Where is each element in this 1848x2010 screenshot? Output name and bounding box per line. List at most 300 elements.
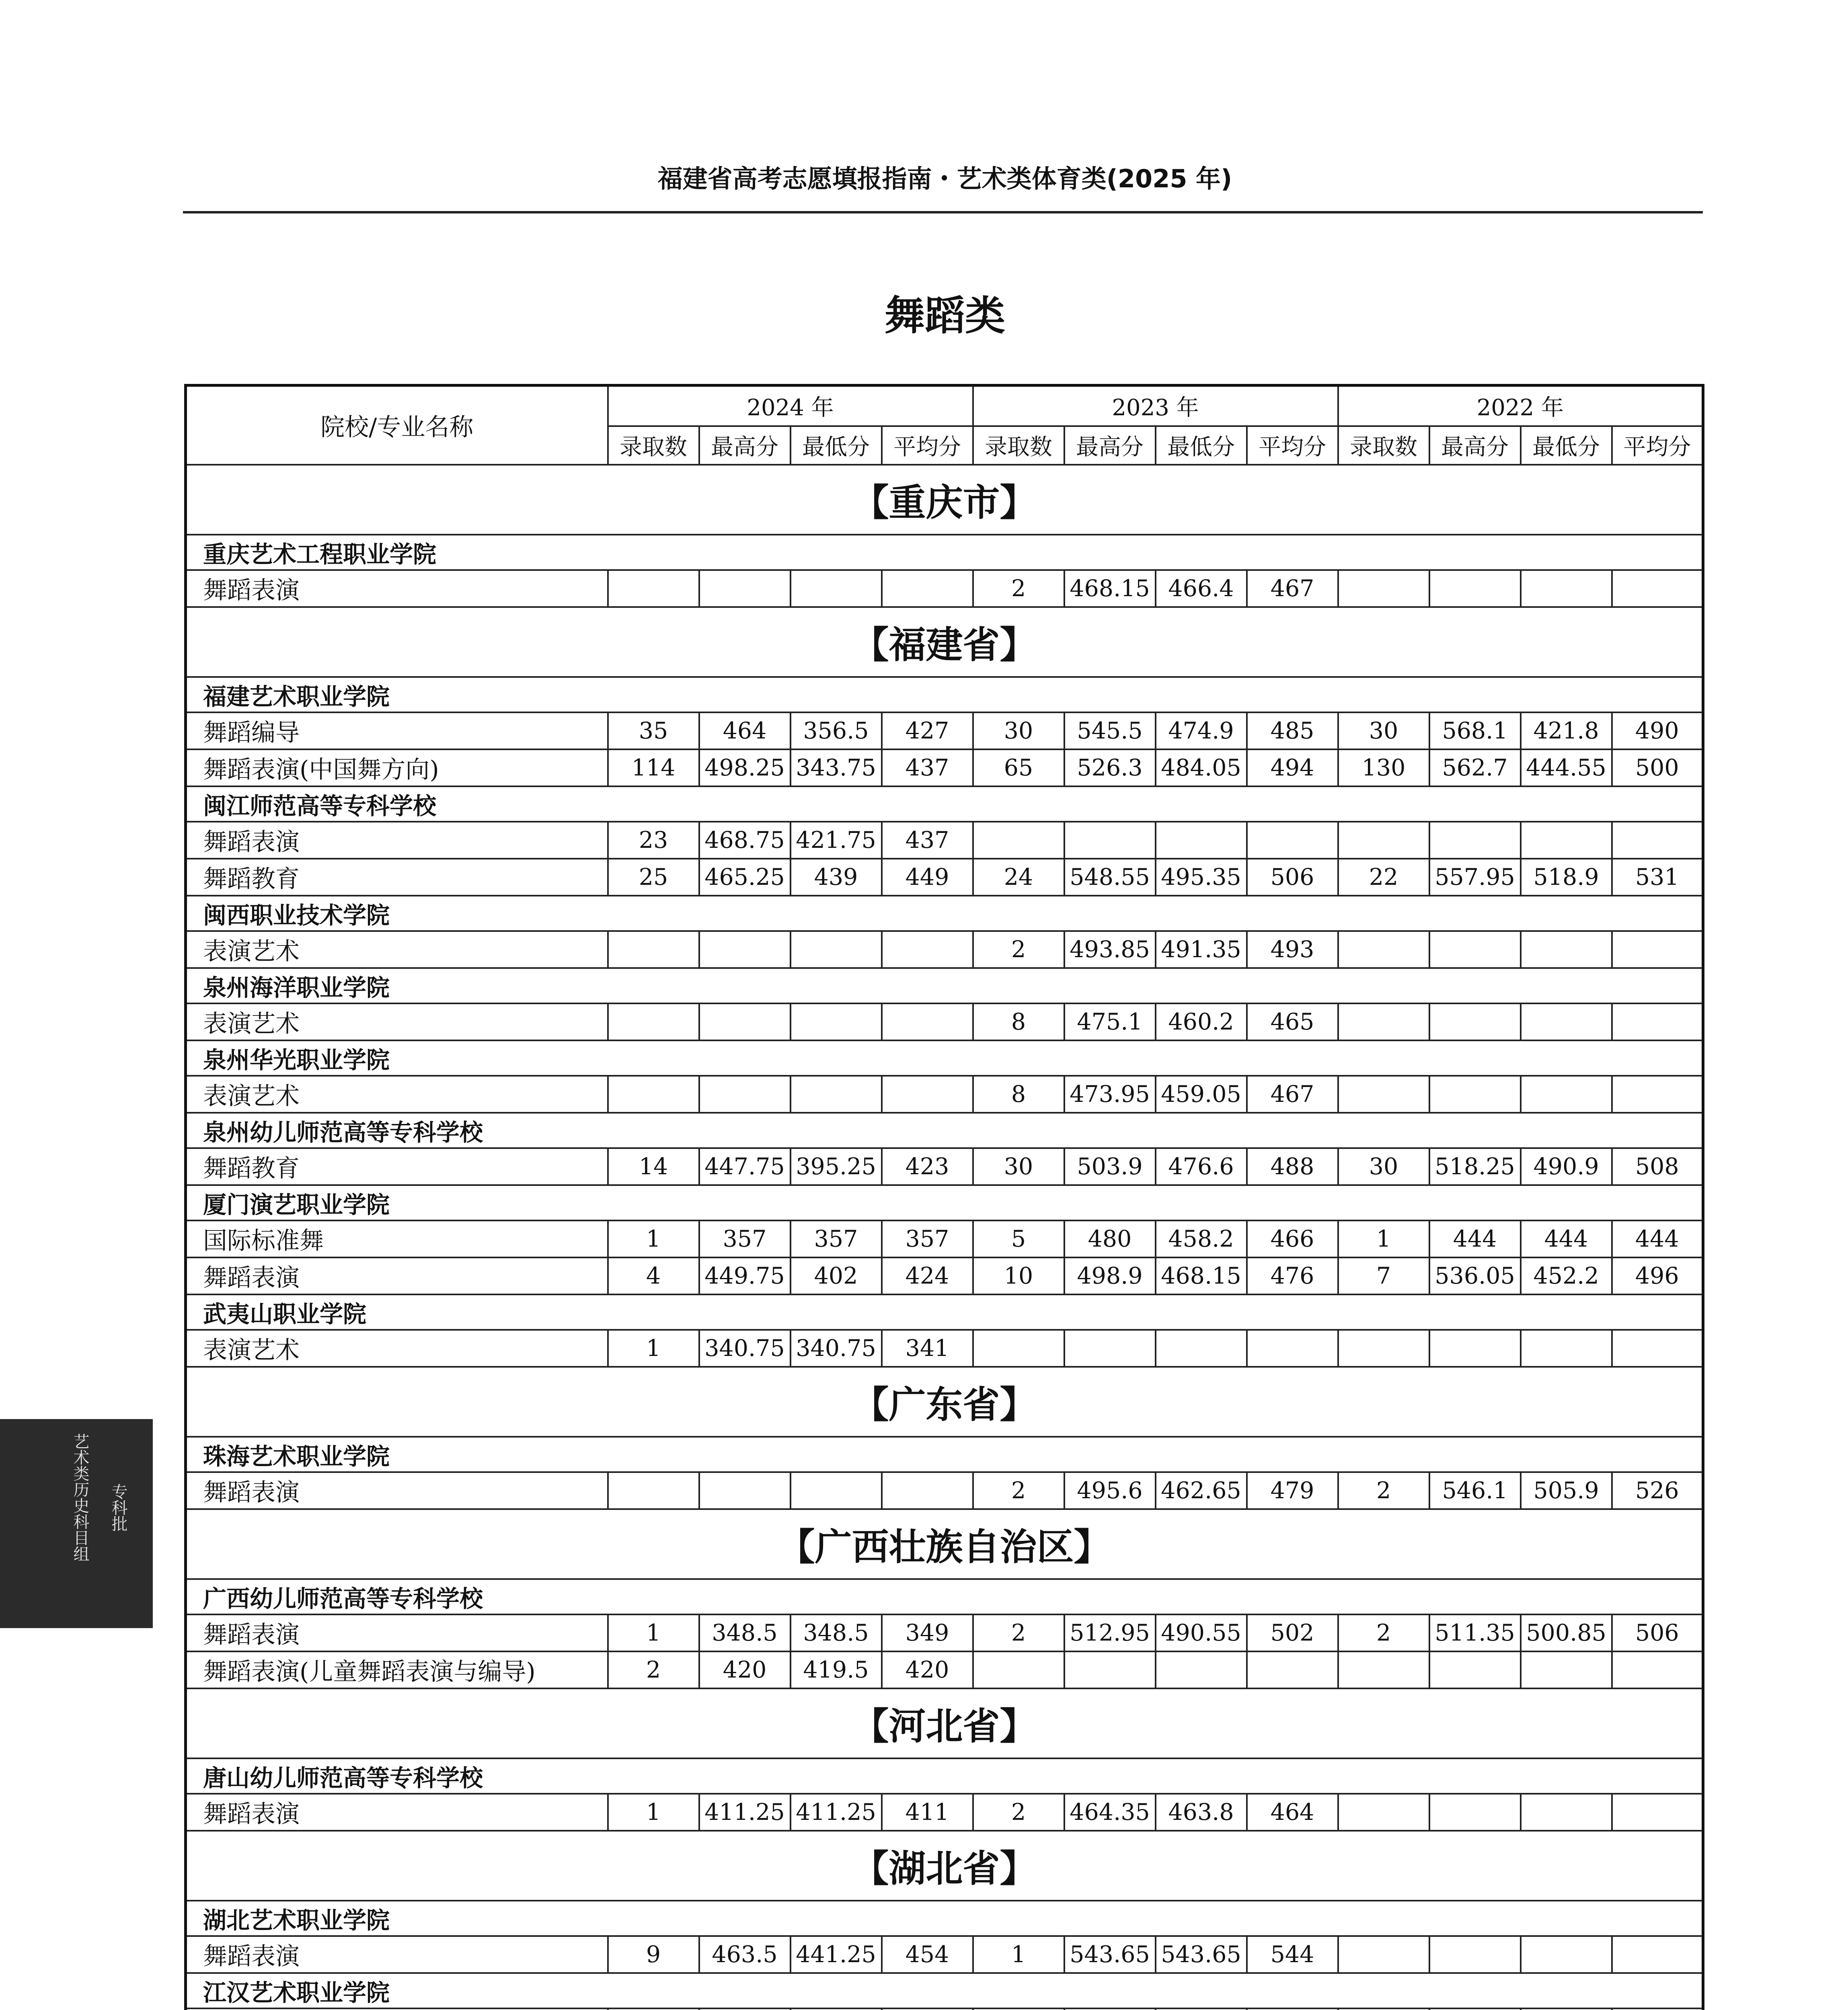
score-cell bbox=[1429, 1651, 1521, 1688]
score-cell: 419.5 bbox=[791, 1651, 882, 1688]
score-cell bbox=[973, 1651, 1064, 1688]
score-cell: 444 bbox=[1612, 1220, 1703, 1257]
score-cell: 1 bbox=[973, 1936, 1064, 1973]
major-row bbox=[186, 1472, 1703, 1509]
major-name: 舞蹈表演 bbox=[186, 1794, 608, 1831]
score-cell bbox=[1429, 1003, 1521, 1040]
score-cell: 444 bbox=[1521, 1220, 1612, 1257]
metric-header: 录取数 bbox=[1338, 426, 1429, 465]
metric-header: 平均分 bbox=[1612, 426, 1703, 465]
score-cell bbox=[1156, 2008, 1247, 2010]
school-row bbox=[186, 1579, 1703, 1614]
score-cell: 10 bbox=[973, 1257, 1064, 1294]
score-cell: 495.35 bbox=[1156, 859, 1247, 896]
score-cell bbox=[699, 1472, 791, 1509]
score-cell: 343.75 bbox=[791, 749, 882, 786]
score-cell bbox=[1429, 1794, 1521, 1831]
score-cell: 449.75 bbox=[699, 1257, 791, 1294]
score-cell: 505.9 bbox=[1521, 1472, 1612, 1509]
score-cell bbox=[791, 931, 882, 968]
metric-header: 最低分 bbox=[791, 426, 882, 465]
score-cell: 8 bbox=[973, 1076, 1064, 1113]
score-cell bbox=[608, 2008, 699, 2010]
score-cell: 1 bbox=[1338, 1220, 1429, 1257]
score-cell: 2 bbox=[973, 1472, 1064, 1509]
school-row bbox=[186, 1901, 1703, 1936]
region-heading: 【重庆市】 bbox=[186, 465, 1703, 535]
side-tab-batch: 专科批 bbox=[109, 1483, 127, 1532]
metric-header: 最高分 bbox=[699, 426, 791, 465]
score-cell: 421.75 bbox=[791, 822, 882, 859]
school-name: 闽江师范高等专科学校 bbox=[186, 786, 1703, 822]
score-cell: 468.15 bbox=[1156, 1257, 1247, 1294]
score-cell: 460.2 bbox=[1156, 1003, 1247, 1040]
score-cell bbox=[973, 1330, 1064, 1367]
score-cell: 420 bbox=[882, 1651, 973, 1688]
score-cell: 2 bbox=[1338, 1614, 1429, 1651]
major-name: 舞蹈教育 bbox=[186, 1148, 608, 1185]
name-column-header: 院校/专业名称 bbox=[186, 386, 608, 465]
region-row bbox=[186, 465, 1703, 535]
score-cell bbox=[608, 1003, 699, 1040]
score-cell: 484.05 bbox=[1156, 749, 1247, 786]
metric-header: 平均分 bbox=[882, 426, 973, 465]
major-row bbox=[186, 1076, 1703, 1113]
score-cell bbox=[1521, 1076, 1612, 1113]
score-cell bbox=[1338, 931, 1429, 968]
score-cell bbox=[882, 1003, 973, 1040]
score-cell: 444 bbox=[1429, 1220, 1521, 1257]
score-cell: 463.5 bbox=[699, 1936, 791, 1973]
school-row bbox=[186, 1185, 1703, 1220]
score-cell bbox=[699, 1003, 791, 1040]
score-cell bbox=[1338, 1651, 1429, 1688]
major-row bbox=[186, 1651, 1703, 1688]
score-cell: 467 bbox=[1247, 1076, 1338, 1113]
school-row bbox=[186, 786, 1703, 822]
score-cell: 2 bbox=[973, 1614, 1064, 1651]
metric-header: 录取数 bbox=[608, 426, 699, 465]
table-body bbox=[186, 465, 1703, 2010]
major-name bbox=[186, 2008, 608, 2010]
school-row bbox=[186, 1040, 1703, 1076]
score-cell: 5 bbox=[973, 1220, 1064, 1257]
major-name: 表演艺术 bbox=[186, 1003, 608, 1040]
major-row bbox=[186, 1148, 1703, 1185]
major-row bbox=[186, 1220, 1703, 1257]
score-cell bbox=[882, 2008, 973, 2010]
school-row bbox=[186, 1437, 1703, 1472]
score-cell: 511.35 bbox=[1429, 1614, 1521, 1651]
score-cell: 496 bbox=[1612, 1257, 1703, 1294]
score-cell: 65 bbox=[973, 749, 1064, 786]
region-row bbox=[186, 1509, 1703, 1579]
score-cell bbox=[1521, 1330, 1612, 1367]
score-cell bbox=[1156, 822, 1247, 859]
major-name: 表演艺术 bbox=[186, 1076, 608, 1113]
score-cell bbox=[882, 570, 973, 607]
score-cell: 357 bbox=[882, 1220, 973, 1257]
score-cell bbox=[1521, 1794, 1612, 1831]
score-cell bbox=[1612, 1003, 1703, 1040]
score-cell bbox=[699, 1076, 791, 1113]
score-cell: 526.3 bbox=[1064, 749, 1156, 786]
region-heading: 【湖北省】 bbox=[186, 1831, 1703, 1901]
school-row bbox=[186, 1973, 1703, 2008]
score-cell: 439 bbox=[791, 859, 882, 896]
score-cell: 464.35 bbox=[1064, 1794, 1156, 1831]
school-row bbox=[186, 535, 1703, 570]
metric-header: 最低分 bbox=[1156, 426, 1247, 465]
major-name: 舞蹈表演(中国舞方向) bbox=[186, 749, 608, 786]
school-row bbox=[186, 677, 1703, 712]
score-cell: 466 bbox=[1247, 1220, 1338, 1257]
score-cell: 22 bbox=[1338, 859, 1429, 896]
score-cell: 498.9 bbox=[1064, 1257, 1156, 1294]
school-name: 珠海艺术职业学院 bbox=[186, 1437, 1703, 1472]
score-cell: 8 bbox=[973, 1003, 1064, 1040]
score-cell bbox=[1612, 1076, 1703, 1113]
score-cell: 454 bbox=[882, 1936, 973, 1973]
score-cell bbox=[1064, 822, 1156, 859]
score-cell: 441.25 bbox=[791, 1936, 882, 1973]
score-cell: 557.95 bbox=[1429, 859, 1521, 896]
score-cell bbox=[1338, 2008, 1429, 2010]
score-cell bbox=[1247, 2008, 1338, 2010]
score-cell bbox=[608, 570, 699, 607]
score-cell: 114 bbox=[608, 749, 699, 786]
score-cell bbox=[1156, 1651, 1247, 1688]
side-tab bbox=[0, 1419, 153, 1628]
score-cell: 2 bbox=[1338, 1472, 1429, 1509]
school-name: 广西幼儿师范高等专科学校 bbox=[186, 1579, 1703, 1614]
score-cell: 562.7 bbox=[1429, 749, 1521, 786]
major-name: 舞蹈教育 bbox=[186, 859, 608, 896]
score-cell: 2 bbox=[973, 931, 1064, 968]
score-cell bbox=[1612, 1936, 1703, 1973]
score-cell: 545.5 bbox=[1064, 712, 1156, 749]
score-cell: 465 bbox=[1247, 1003, 1338, 1040]
score-cell: 423 bbox=[882, 1148, 973, 1185]
score-cell: 526 bbox=[1612, 1472, 1703, 1509]
score-cell bbox=[791, 2008, 882, 2010]
score-cell bbox=[1338, 822, 1429, 859]
score-cell bbox=[1612, 1651, 1703, 1688]
school-name: 武夷山职业学院 bbox=[186, 1294, 1703, 1330]
score-cell: 490.9 bbox=[1521, 1148, 1612, 1185]
score-cell bbox=[1429, 822, 1521, 859]
region-row bbox=[186, 1831, 1703, 1901]
score-cell: 395.25 bbox=[791, 1148, 882, 1185]
score-cell: 1 bbox=[608, 1220, 699, 1257]
score-cell bbox=[1612, 931, 1703, 968]
year-header: 2022 年 bbox=[1338, 386, 1703, 427]
score-cell: 491.35 bbox=[1156, 931, 1247, 968]
score-cell: 4 bbox=[608, 1257, 699, 1294]
score-cell bbox=[882, 1472, 973, 1509]
score-cell: 490.55 bbox=[1156, 1614, 1247, 1651]
score-cell bbox=[1247, 1330, 1338, 1367]
score-cell: 474.9 bbox=[1156, 712, 1247, 749]
score-cell bbox=[791, 1076, 882, 1113]
score-cell: 494 bbox=[1247, 749, 1338, 786]
score-cell: 348.5 bbox=[699, 1614, 791, 1651]
score-cell: 30 bbox=[1338, 712, 1429, 749]
score-cell bbox=[1338, 1330, 1429, 1367]
metric-header: 最低分 bbox=[1521, 426, 1612, 465]
score-cell: 30 bbox=[973, 712, 1064, 749]
table-header-years bbox=[186, 386, 1703, 427]
score-cell: 437 bbox=[882, 749, 973, 786]
score-cell bbox=[791, 1003, 882, 1040]
school-name: 厦门演艺职业学院 bbox=[186, 1185, 1703, 1220]
score-cell: 503.9 bbox=[1064, 1148, 1156, 1185]
major-name: 舞蹈表演 bbox=[186, 822, 608, 859]
score-cell bbox=[1612, 822, 1703, 859]
score-cell: 485 bbox=[1247, 712, 1338, 749]
score-cell: 25 bbox=[608, 859, 699, 896]
major-row bbox=[186, 859, 1703, 896]
region-heading: 【河北省】 bbox=[186, 1688, 1703, 1758]
school-row bbox=[186, 1294, 1703, 1330]
score-cell: 468.15 bbox=[1064, 570, 1156, 607]
score-cell: 536.05 bbox=[1429, 1257, 1521, 1294]
page-header-title: 福建省高考志愿填报指南・艺术类体育类(2025 年) bbox=[657, 164, 1232, 193]
year-header: 2023 年 bbox=[973, 386, 1338, 427]
score-cell bbox=[1064, 1330, 1156, 1367]
score-cell bbox=[1429, 1936, 1521, 1973]
score-cell bbox=[791, 1472, 882, 1509]
score-cell: 452.2 bbox=[1521, 1257, 1612, 1294]
school-name: 重庆艺术工程职业学院 bbox=[186, 535, 1703, 570]
major-name: 舞蹈表演 bbox=[186, 1936, 608, 1973]
score-cell: 508 bbox=[1612, 1148, 1703, 1185]
score-cell: 402 bbox=[791, 1257, 882, 1294]
score-cell: 543.65 bbox=[1064, 1936, 1156, 1973]
score-cell: 495.6 bbox=[1064, 1472, 1156, 1509]
admission-score-table bbox=[184, 384, 1704, 2010]
major-row bbox=[186, 1614, 1703, 1651]
score-cell bbox=[699, 931, 791, 968]
major-row bbox=[186, 1936, 1703, 1973]
score-cell bbox=[1429, 1330, 1521, 1367]
school-name: 泉州幼儿师范高等专科学校 bbox=[186, 1113, 1703, 1148]
score-cell bbox=[973, 822, 1064, 859]
score-cell bbox=[791, 570, 882, 607]
score-cell: 424 bbox=[882, 1257, 973, 1294]
score-cell: 498.25 bbox=[699, 749, 791, 786]
score-cell bbox=[1521, 931, 1612, 968]
score-cell: 348.5 bbox=[791, 1614, 882, 1651]
score-cell: 1 bbox=[608, 1330, 699, 1367]
score-cell: 467 bbox=[1247, 570, 1338, 607]
major-name: 表演艺术 bbox=[186, 931, 608, 968]
major-name: 表演艺术 bbox=[186, 1330, 608, 1367]
header-rule bbox=[183, 211, 1703, 213]
region-row bbox=[186, 1367, 1703, 1437]
school-name: 江汉艺术职业学院 bbox=[186, 1973, 1703, 2008]
score-cell: 23 bbox=[608, 822, 699, 859]
score-cell: 357 bbox=[699, 1220, 791, 1257]
score-cell bbox=[1429, 1076, 1521, 1113]
major-row bbox=[186, 570, 1703, 607]
score-cell: 464 bbox=[1247, 1794, 1338, 1831]
score-cell bbox=[1338, 1794, 1429, 1831]
score-cell bbox=[1521, 1936, 1612, 1973]
school-row bbox=[186, 1758, 1703, 1794]
score-cell: 493 bbox=[1247, 931, 1338, 968]
score-cell bbox=[608, 931, 699, 968]
score-cell: 14 bbox=[608, 1148, 699, 1185]
major-row bbox=[186, 1003, 1703, 1040]
school-name: 泉州华光职业学院 bbox=[186, 1040, 1703, 1076]
score-cell bbox=[1429, 2008, 1521, 2010]
major-row bbox=[186, 2008, 1703, 2010]
score-cell bbox=[1247, 822, 1338, 859]
score-cell: 30 bbox=[1338, 1148, 1429, 1185]
score-cell: 437 bbox=[882, 822, 973, 859]
score-cell: 518.25 bbox=[1429, 1148, 1521, 1185]
score-cell: 449 bbox=[882, 859, 973, 896]
score-cell: 518.9 bbox=[1521, 859, 1612, 896]
school-row bbox=[186, 896, 1703, 931]
score-cell: 35 bbox=[608, 712, 699, 749]
major-row bbox=[186, 749, 1703, 786]
score-cell: 427 bbox=[882, 712, 973, 749]
score-cell: 502 bbox=[1247, 1614, 1338, 1651]
score-cell: 411.25 bbox=[699, 1794, 791, 1831]
score-cell bbox=[1338, 1076, 1429, 1113]
score-cell: 447.75 bbox=[699, 1148, 791, 1185]
major-name: 舞蹈表演(儿童舞蹈表演与编导) bbox=[186, 1651, 608, 1688]
score-cell bbox=[608, 1472, 699, 1509]
score-cell: 464 bbox=[699, 712, 791, 749]
region-heading: 【福建省】 bbox=[186, 607, 1703, 677]
region-heading: 【广西壮族自治区】 bbox=[186, 1509, 1703, 1579]
score-cell: 463.8 bbox=[1156, 1794, 1247, 1831]
score-cell: 340.75 bbox=[791, 1330, 882, 1367]
metric-header: 录取数 bbox=[973, 426, 1064, 465]
major-name: 舞蹈表演 bbox=[186, 1472, 608, 1509]
score-cell: 506 bbox=[1247, 859, 1338, 896]
metric-header: 最高分 bbox=[1064, 426, 1156, 465]
score-cell: 2 bbox=[608, 1651, 699, 1688]
score-cell: 543.65 bbox=[1156, 1936, 1247, 1973]
major-name: 舞蹈编导 bbox=[186, 712, 608, 749]
score-cell bbox=[1612, 570, 1703, 607]
major-name: 舞蹈表演 bbox=[186, 1614, 608, 1651]
score-cell: 130 bbox=[1338, 749, 1429, 786]
major-name: 舞蹈表演 bbox=[186, 570, 608, 607]
major-row bbox=[186, 931, 1703, 968]
school-name: 福建艺术职业学院 bbox=[186, 677, 1703, 712]
score-cell: 411.25 bbox=[791, 1794, 882, 1831]
score-cell: 473.95 bbox=[1064, 1076, 1156, 1113]
major-name: 舞蹈表演 bbox=[186, 1257, 608, 1294]
score-cell: 488 bbox=[1247, 1148, 1338, 1185]
region-row bbox=[186, 1688, 1703, 1758]
score-cell bbox=[973, 2008, 1064, 2010]
score-cell bbox=[1429, 931, 1521, 968]
score-cell bbox=[1521, 1003, 1612, 1040]
score-cell: 24 bbox=[973, 859, 1064, 896]
metric-header: 最高分 bbox=[1429, 426, 1521, 465]
score-cell: 349 bbox=[882, 1614, 973, 1651]
school-row bbox=[186, 968, 1703, 1003]
score-cell: 476.6 bbox=[1156, 1148, 1247, 1185]
major-row bbox=[186, 712, 1703, 749]
major-row bbox=[186, 1794, 1703, 1831]
score-cell bbox=[1521, 570, 1612, 607]
score-cell: 459.05 bbox=[1156, 1076, 1247, 1113]
score-cell bbox=[1156, 1330, 1247, 1367]
region-row bbox=[186, 607, 1703, 677]
school-name: 唐山幼儿师范高等专科学校 bbox=[186, 1758, 1703, 1794]
score-cell bbox=[1521, 822, 1612, 859]
score-cell: 9 bbox=[608, 1936, 699, 1973]
score-cell: 465.25 bbox=[699, 859, 791, 896]
score-cell bbox=[1338, 1003, 1429, 1040]
year-header: 2024 年 bbox=[608, 386, 973, 427]
score-cell: 420 bbox=[699, 1651, 791, 1688]
score-cell bbox=[1429, 570, 1521, 607]
score-cell: 500.85 bbox=[1521, 1614, 1612, 1651]
major-row bbox=[186, 1330, 1703, 1367]
score-cell: 1 bbox=[608, 1614, 699, 1651]
score-cell bbox=[1338, 1936, 1429, 1973]
score-cell bbox=[882, 1076, 973, 1113]
score-cell: 490 bbox=[1612, 712, 1703, 749]
score-cell bbox=[608, 1076, 699, 1113]
score-cell: 479 bbox=[1247, 1472, 1338, 1509]
score-cell bbox=[1064, 2008, 1156, 2010]
score-cell bbox=[1064, 1651, 1156, 1688]
score-cell: 544 bbox=[1247, 1936, 1338, 1973]
score-cell bbox=[882, 931, 973, 968]
score-cell: 421.8 bbox=[1521, 712, 1612, 749]
score-cell: 480 bbox=[1064, 1220, 1156, 1257]
score-cell bbox=[699, 570, 791, 607]
score-cell: 356.5 bbox=[791, 712, 882, 749]
major-row bbox=[186, 1257, 1703, 1294]
score-cell: 531 bbox=[1612, 859, 1703, 896]
score-cell: 475.1 bbox=[1064, 1003, 1156, 1040]
score-cell: 468.75 bbox=[699, 822, 791, 859]
score-cell bbox=[1612, 1794, 1703, 1831]
score-cell: 466.4 bbox=[1156, 570, 1247, 607]
score-cell: 1 bbox=[608, 1794, 699, 1831]
school-name: 闽西职业技术学院 bbox=[186, 896, 1703, 931]
score-cell bbox=[699, 2008, 791, 2010]
major-row bbox=[186, 822, 1703, 859]
score-cell: 568.1 bbox=[1429, 712, 1521, 749]
score-cell: 458.2 bbox=[1156, 1220, 1247, 1257]
score-cell: 548.55 bbox=[1064, 859, 1156, 896]
major-name: 国际标准舞 bbox=[186, 1220, 608, 1257]
score-cell bbox=[1612, 1330, 1703, 1367]
score-cell: 2 bbox=[973, 570, 1064, 607]
school-name: 泉州海洋职业学院 bbox=[186, 968, 1703, 1003]
side-tab-subject-group: 艺术类历史科目组 bbox=[71, 1433, 89, 1562]
score-cell: 546.1 bbox=[1429, 1472, 1521, 1509]
score-cell: 2 bbox=[973, 1794, 1064, 1831]
metric-header: 平均分 bbox=[1247, 426, 1338, 465]
score-cell: 357 bbox=[791, 1220, 882, 1257]
score-cell: 476 bbox=[1247, 1257, 1338, 1294]
score-cell: 462.65 bbox=[1156, 1472, 1247, 1509]
score-cell: 411 bbox=[882, 1794, 973, 1831]
score-cell bbox=[1521, 2008, 1612, 2010]
